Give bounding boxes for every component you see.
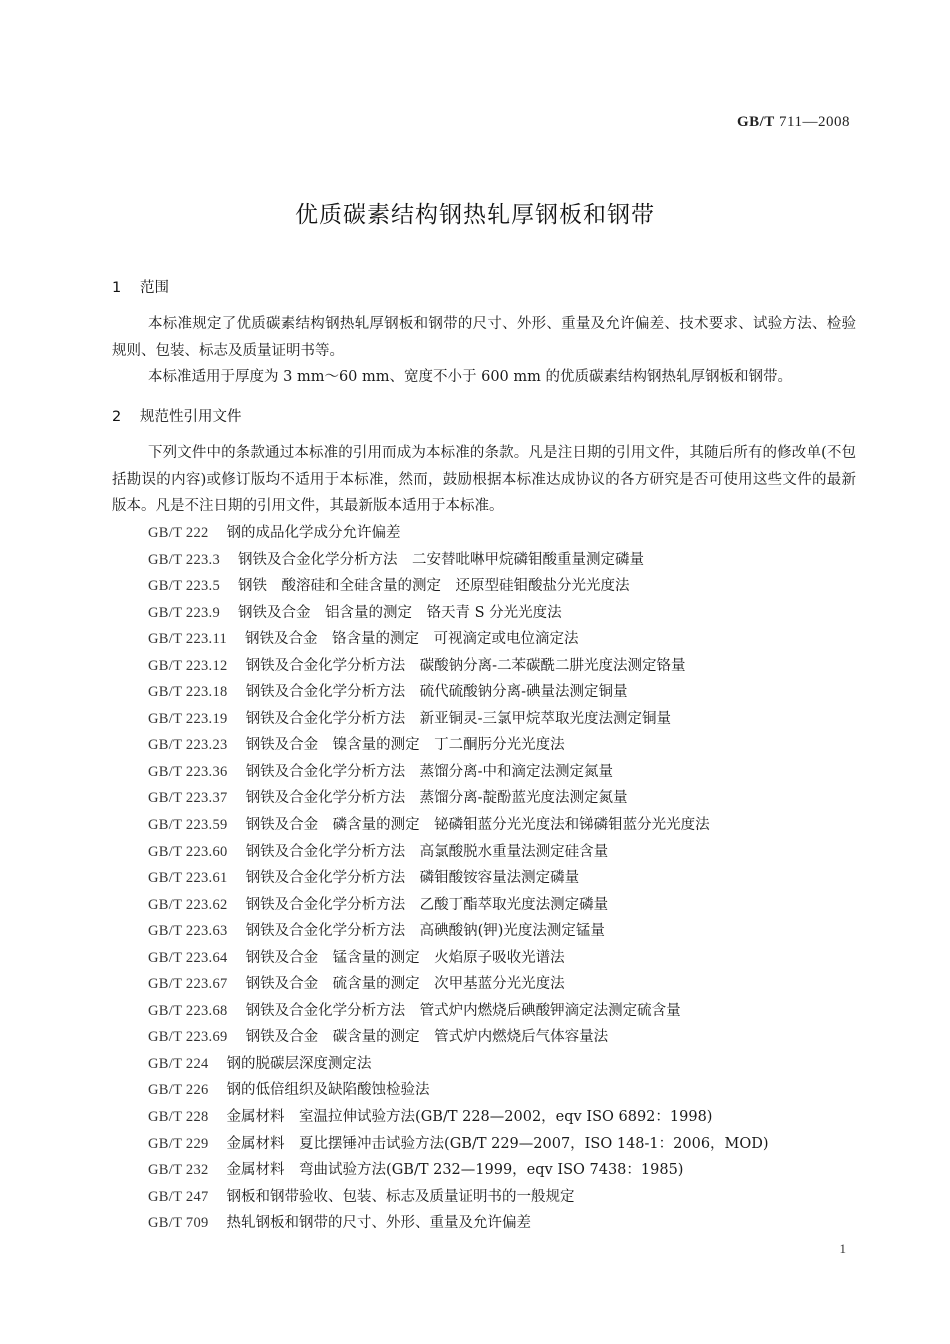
reference-item [148, 759, 868, 786]
reference-title: 钢的脱碳层深度测定法 [226, 1055, 372, 1072]
reference-code: GB/T 223.63 [148, 923, 228, 940]
reference-title: 钢铁及合金 镍含量的测定 丁二酮肟分光光度法 [245, 737, 565, 754]
reference-item [148, 1104, 868, 1131]
reference-title: 金属材料 室温拉伸试验方法(GB/T 228—2002，eqv ISO 6892：1998) [226, 1109, 713, 1126]
reference-code: GB/T 223.18 [148, 684, 228, 701]
section-title: 规范性引用文件 [140, 409, 242, 425]
standard-number: 711—2008 [779, 114, 850, 130]
reference-code: GB/T 223.67 [148, 976, 228, 993]
reference-code: GB/T 223.60 [148, 843, 228, 860]
reference-item [148, 918, 868, 945]
reference-code: GB/T 223.36 [148, 763, 228, 780]
section-heading-scope [112, 276, 169, 297]
reference-title: 钢的成品化学成分允许偏差 [226, 525, 401, 541]
reference-item [148, 626, 868, 653]
reference-title: 钢的低倍组织及缺陷酸蚀检验法 [226, 1082, 430, 1099]
reference-code: GB/T 709 [148, 1215, 209, 1232]
reference-code: GB/T 223.37 [148, 790, 228, 807]
reference-item [148, 785, 868, 812]
reference-list [148, 520, 868, 1237]
reference-title: 钢铁及合金 铝含量的测定 铬天青 S 分光光度法 [238, 604, 562, 621]
reference-title: 钢铁及合金 锰含量的测定 火焰原子吸收光谱法 [245, 949, 565, 966]
reference-title: 钢铁及合金化学分析方法 蒸馏分离-靛酚蓝光度法测定氮量 [245, 790, 628, 807]
reference-code: GB/T 228 [148, 1109, 209, 1126]
reference-code: GB/T 223.9 [148, 604, 221, 621]
reference-code: GB/T 223.68 [148, 1002, 228, 1019]
reference-item [148, 1077, 868, 1104]
reference-title: 钢铁及合金 碳含量的测定 管式炉内燃烧后气体容量法 [245, 1029, 609, 1046]
reference-item [148, 732, 868, 759]
reference-title: 钢铁及合金化学分析方法 管式炉内燃烧后碘酸钾滴定法测定硫含量 [245, 1002, 681, 1019]
reference-code: GB/T 223.19 [148, 710, 228, 727]
reference-code: GB/T 226 [148, 1082, 209, 1099]
section-number: 1 [112, 280, 122, 296]
standard-prefix: GB/T [736, 114, 775, 130]
reference-code: GB/T 223.64 [148, 949, 228, 966]
reference-code: GB/T 232 [148, 1162, 209, 1179]
reference-title: 钢铁及合金化学分析方法 高氯酸脱水重量法测定硅含量 [245, 843, 609, 860]
reference-code: GB/T 229 [148, 1135, 209, 1152]
reference-item [148, 892, 868, 919]
reference-title: 钢铁及合金化学分析方法 硫代硫酸钠分离-碘量法测定铜量 [245, 684, 628, 701]
reference-title: 钢铁及合金化学分析方法 新亚铜灵-三氯甲烷萃取光度法测定铜量 [245, 710, 671, 727]
reference-code: GB/T 224 [148, 1055, 209, 1072]
section-heading-normative-references [112, 405, 242, 426]
reference-title: 钢铁及合金化学分析方法 二安替吡啉甲烷磷钼酸重量测定磷量 [238, 551, 645, 568]
reference-title: 钢铁 酸溶硅和全硅含量的测定 还原型硅钼酸盐分光光度法 [238, 578, 630, 595]
reference-code: GB/T 223.3 [148, 551, 221, 568]
reference-item [148, 1210, 868, 1237]
reference-item [148, 839, 868, 866]
reference-item [148, 653, 868, 680]
reference-code: GB/T 223.23 [148, 737, 228, 754]
reference-code: GB/T 223.11 [148, 631, 228, 648]
scope-paragraph-2: 本标准适用于厚度为 3 mm～60 mm、宽度不小于 600 mm 的优质碳素结构钢热轧厚钢板和钢带。 [148, 369, 793, 385]
reference-code: GB/T 223.59 [148, 817, 228, 834]
reference-title: 钢铁及合金 铬含量的测定 可视滴定或电位滴定法 [245, 631, 579, 648]
reference-item [148, 706, 868, 733]
reference-title: 钢铁及合金化学分析方法 高碘酸钠(钾)光度法测定锰量 [245, 923, 605, 940]
reference-item [148, 812, 868, 839]
reference-item [148, 1051, 868, 1078]
reference-title: 钢铁及合金化学分析方法 蒸馏分离-中和滴定法测定氮量 [245, 763, 613, 780]
reference-item [148, 971, 868, 998]
reference-item [148, 1131, 868, 1158]
reference-code: GB/T 223.62 [148, 896, 228, 913]
reference-item [148, 679, 868, 706]
reference-title: 金属材料 弯曲试验方法(GB/T 232—1999，eqv ISO 7438：1985) [226, 1162, 684, 1179]
reference-code: GB/T 222 [148, 525, 209, 541]
references-intro-paragraph: 下列文件中的条款通过本标准的引用而成为本标准的条款。凡是注日期的引用文件，其随后所有的修改单(不包括勘误的内容)或修订版均不适用于本标准，然而，鼓励根据本标准达成协议的各方研究是否可使用这些文件的最新版本。凡是不注日期的引用文件，其最新版本适用于本标准。 [112, 445, 856, 514]
section-title: 范围 [140, 280, 169, 296]
reference-item [148, 547, 868, 574]
reference-item [148, 1024, 868, 1051]
reference-title: 钢铁及合金化学分析方法 碳酸钠分离-二苯碳酰二肼光度法测定铬量 [245, 657, 686, 674]
reference-item [148, 945, 868, 972]
reference-code: GB/T 223.61 [148, 870, 228, 887]
document-title: 优质碳素结构钢热轧厚钢板和钢带 [295, 202, 655, 228]
reference-item [148, 1184, 868, 1211]
reference-title: 热轧钢板和钢带的尺寸、外形、重量及允许偏差 [226, 1215, 532, 1232]
reference-item [148, 865, 868, 892]
reference-code: GB/T 223.69 [148, 1029, 228, 1046]
reference-title: 钢铁及合金 磷含量的测定 铋磷钼蓝分光光度法和锑磷钼蓝分光光度法 [245, 817, 710, 834]
reference-title: 钢铁及合金化学分析方法 乙酸丁酯萃取光度法测定磷量 [245, 896, 609, 913]
reference-item [148, 573, 868, 600]
reference-title: 钢铁及合金 硫含量的测定 次甲基蓝分光光度法 [245, 976, 565, 993]
reference-item [148, 998, 868, 1025]
reference-item [148, 520, 868, 547]
reference-title: 钢铁及合金化学分析方法 磷钼酸铵容量法测定磷量 [245, 870, 580, 887]
standard-code [737, 114, 850, 131]
scope-paragraph-1: 本标准规定了优质碳素结构钢热轧厚钢板和钢带的尺寸、外形、重量及允许偏差、技术要求、试验方法、检验规则、包装、标志及质量证明书等。 [112, 316, 856, 359]
reference-item [148, 1157, 868, 1184]
page-number: 1 [839, 1241, 846, 1256]
reference-code: GB/T 223.12 [148, 657, 228, 674]
section-number: 2 [112, 409, 122, 425]
reference-item [148, 600, 868, 627]
reference-title: 金属材料 夏比摆锤冲击试验方法(GB/T 229—2007，ISO 148-1：2006，MOD) [226, 1135, 769, 1152]
reference-code: GB/T 247 [148, 1188, 209, 1205]
reference-title: 钢板和钢带验收、包装、标志及质量证明书的一般规定 [226, 1188, 575, 1205]
reference-code: GB/T 223.5 [148, 578, 221, 595]
